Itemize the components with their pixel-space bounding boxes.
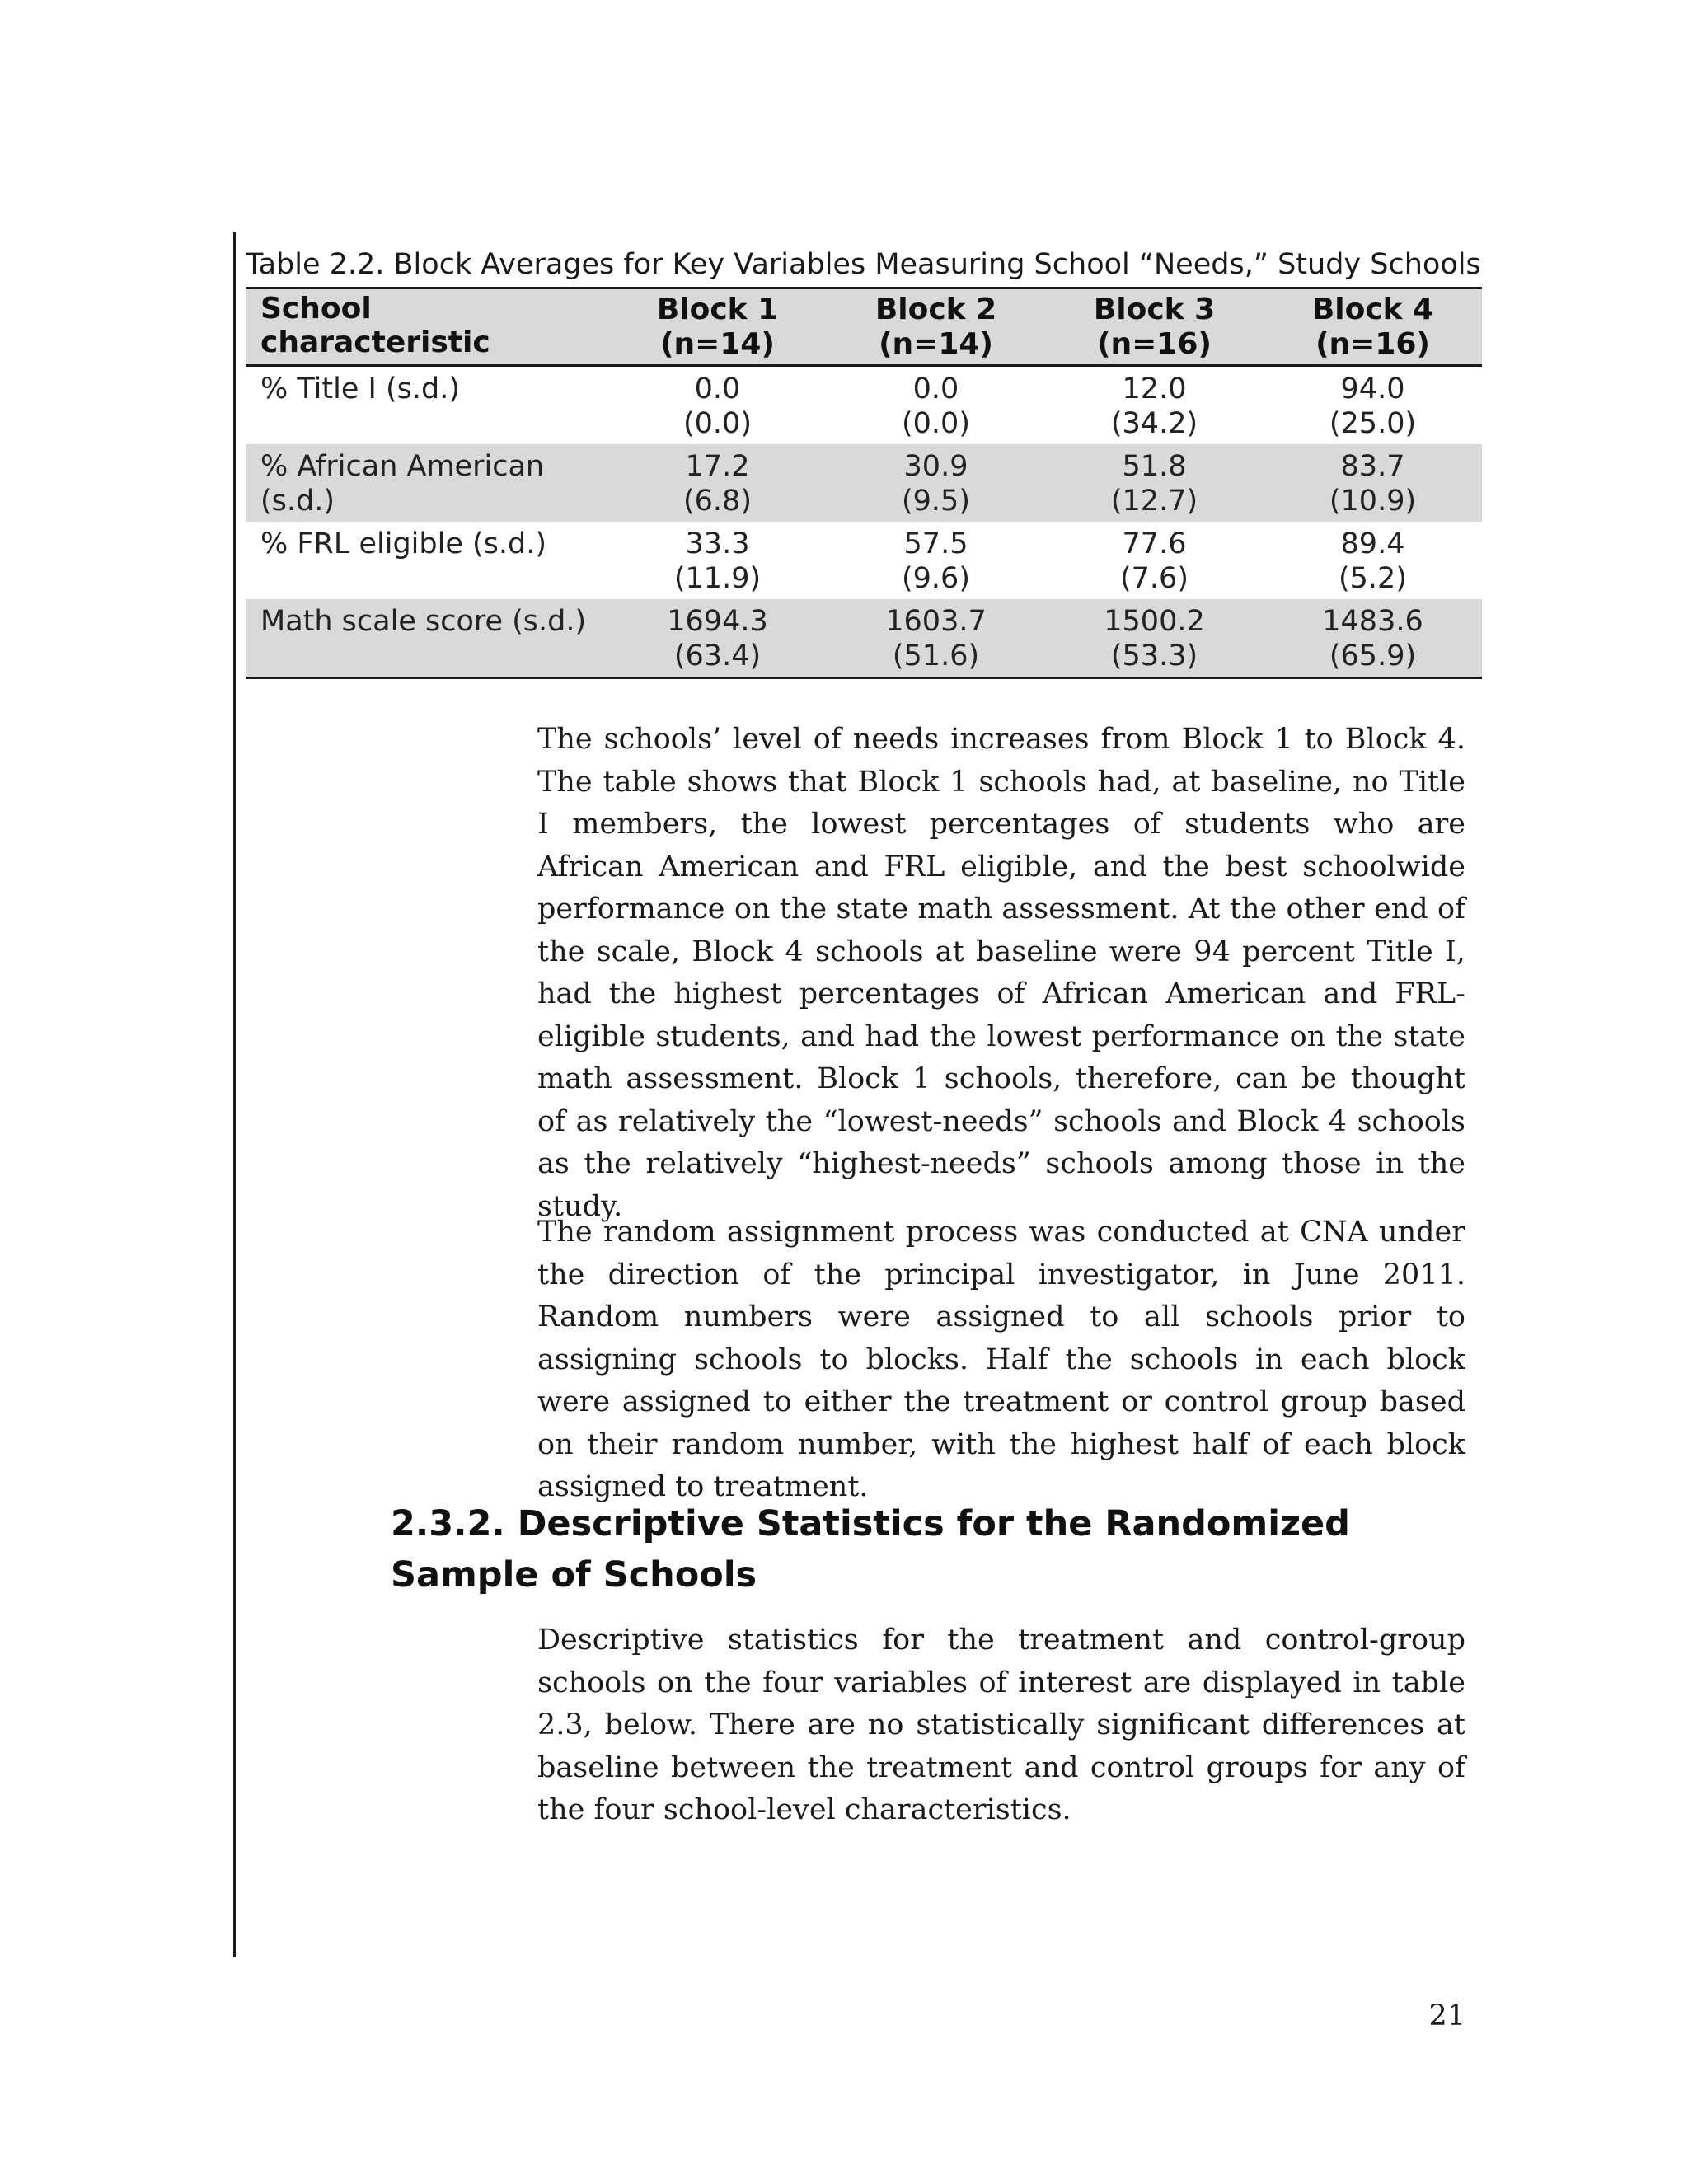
cell-mean: 51.8	[1122, 450, 1187, 483]
cell-sd: (0.0)	[683, 407, 752, 440]
table-cell	[1045, 527, 1264, 599]
table-cell	[1264, 372, 1482, 444]
cell-mean: 57.5	[903, 527, 968, 560]
cell-mean: 1694.3	[667, 605, 768, 638]
header-block-3	[1045, 293, 1264, 364]
cell-sd: (65.9)	[1329, 640, 1417, 673]
page-number: 21	[1428, 1999, 1465, 2032]
table-caption: Table 2.2. Block Averages for Key Variables Measuring School “Needs,” Study Schools	[246, 248, 1481, 281]
cell-mean: 30.9	[903, 450, 968, 483]
cell-mean: 0.0	[912, 373, 959, 405]
cell-sd: (51.6)	[892, 640, 980, 673]
table-cell	[608, 449, 827, 522]
header-block-name: Block 4	[1311, 293, 1434, 326]
cell-sd: (11.9)	[673, 562, 762, 595]
paragraph-block-needs: The schools’ level of needs increases from Block 1 to Block 4. The table shows that Block 1 schools had, at baseline, no Title I members, the lowest percentages of students who are African American and FRL eligible, and the best schoolwide performance on the state math assessment. At the other end of the scale, Block 4 schools at baseline were 94 percent Title I, had the highest percentages of African American and FRL-eligible students, and had the lowest performance on the state math assessment. Block 1 schools, therefore, can be thought of as relatively the “lowest-needs” schools and Block 4 schools as the relatively “highest-needs” schools among those in the study.	[537, 723, 1465, 1223]
cell-sd: (9.6)	[902, 562, 970, 595]
section-heading: 2.3.2. Descriptive Statistics for the Randomized Sample of Schools	[391, 1503, 1350, 1596]
table-cell	[1264, 527, 1482, 599]
table-cell	[1045, 449, 1264, 522]
header-block-1	[608, 293, 827, 364]
cell-sd: (5.2)	[1339, 562, 1407, 595]
table-cell	[1264, 449, 1482, 522]
table-cell	[608, 604, 827, 677]
cell-sd: (12.7)	[1110, 485, 1198, 518]
header-block-4	[1264, 293, 1482, 364]
cell-mean: 17.2	[685, 450, 750, 483]
table-cell	[608, 527, 827, 599]
header-block-n: (n=16)	[1097, 327, 1212, 361]
table-row	[246, 599, 1482, 677]
row-label: % Title I (s.d.)	[260, 373, 460, 405]
table-cell	[1045, 372, 1264, 444]
header-school-characteristic: School characteristic	[260, 292, 490, 359]
table-cell	[827, 449, 1045, 522]
cell-sd: (6.8)	[683, 485, 752, 518]
header-block-name: Block 3	[1093, 293, 1216, 326]
table-cell	[827, 372, 1045, 444]
cell-sd: (34.2)	[1110, 407, 1198, 440]
header-block-n: (n=16)	[1315, 327, 1430, 361]
cell-sd: (53.3)	[1110, 640, 1198, 673]
margin-rule	[233, 232, 236, 1957]
table-row	[246, 444, 1482, 522]
cell-mean: 94.0	[1340, 373, 1405, 405]
cell-mean: 1603.7	[885, 605, 987, 638]
cell-sd: (9.5)	[902, 485, 970, 518]
cell-mean: 1500.2	[1104, 605, 1205, 638]
cell-sd: (63.4)	[673, 640, 762, 673]
paragraph-random-assignment: The random assignment process was conducted at CNA under the direction of the principal investigator, in June 2011. Random numbers were assigned to all schools prior to assigning schools to blocks. Half the schools in each block were assigned to either the treatment or control group based on their random number, with the highest half of each block assigned to treatment.	[537, 1216, 1465, 1503]
cell-mean: 0.0	[694, 373, 741, 405]
table-cell	[827, 604, 1045, 677]
cell-sd: (25.0)	[1329, 407, 1417, 440]
table-cell	[1045, 604, 1264, 677]
cell-mean: 83.7	[1340, 450, 1405, 483]
table-cell	[1264, 604, 1482, 677]
table-cell	[827, 527, 1045, 599]
cell-sd: (0.0)	[902, 407, 970, 440]
cell-mean: 77.6	[1122, 527, 1187, 560]
cell-sd: (7.6)	[1120, 562, 1189, 595]
cell-mean: 89.4	[1340, 527, 1405, 560]
header-block-name: Block 2	[874, 293, 997, 326]
header-block-n: (n=14)	[660, 327, 775, 361]
table-cell	[608, 372, 827, 444]
cell-mean: 33.3	[685, 527, 750, 560]
block-averages-table	[246, 287, 1482, 679]
header-block-2	[827, 293, 1045, 364]
table-header-row	[246, 289, 1482, 367]
cell-mean: 12.0	[1122, 373, 1187, 405]
table-row	[246, 522, 1482, 599]
cell-sd: (10.9)	[1329, 485, 1417, 518]
header-block-n: (n=14)	[879, 327, 993, 361]
row-label: % African American (s.d.)	[260, 450, 545, 518]
row-label: Math scale score (s.d.)	[260, 605, 587, 638]
table-row	[246, 367, 1482, 444]
paragraph-descriptive-statistics: Descriptive statistics for the treatment and control-group schools on the four variables of interest are displayed in table 2.3, below. There are no statistically significant differences at baseline between the treatment and control groups for any of the four school-level characteristics.	[537, 1624, 1465, 1826]
row-label: % FRL eligible (s.d.)	[260, 527, 546, 560]
header-block-name: Block 1	[656, 293, 779, 326]
cell-mean: 1483.6	[1322, 605, 1423, 638]
